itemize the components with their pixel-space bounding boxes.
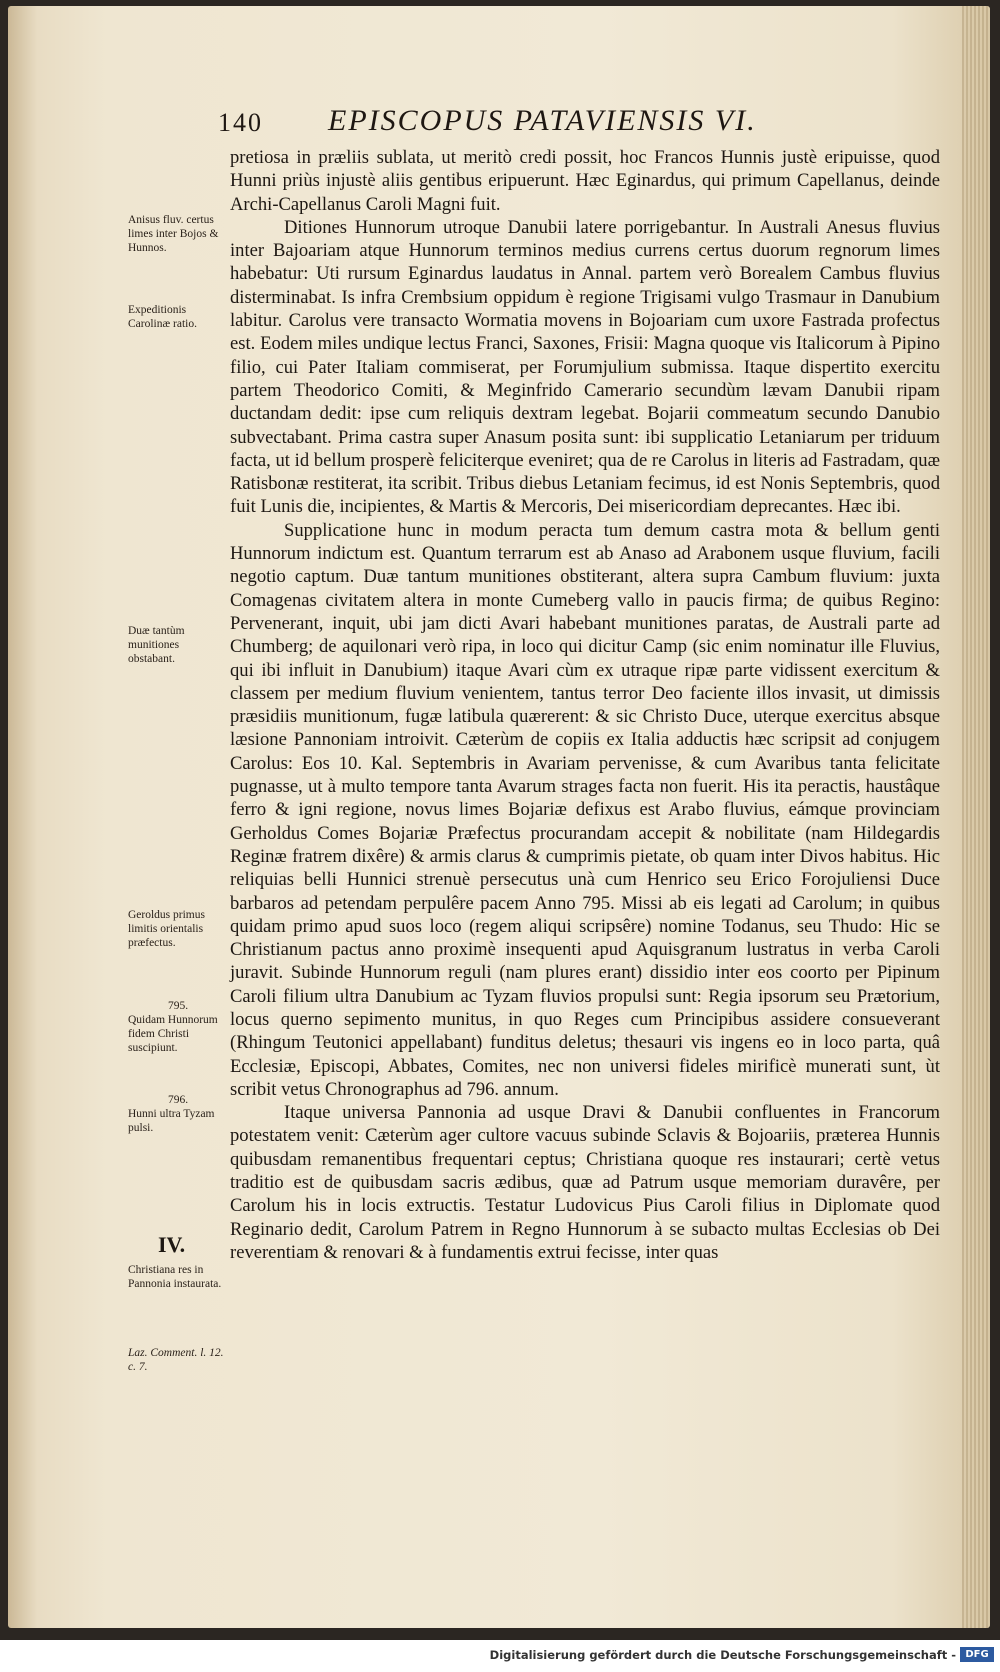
paragraph: Ditiones Hunnorum utroque Danubii latere porrigebantur. In Australi Anesus fluvius inter Bajoariam atque Hunnorum terminos medius currens certus duorum regnorum limes habebatur: Uti rursum Eginardus laudatus in Annal. partem verò Borealem Cambus fluvius disterminabat. Is infra Crembsium oppidum è regione Trigisami vulgo Trasmaur in Danubium labitur. Carolus vere transacto Wormatia movens in Bojoariam cum uxore Fastrada profectus est. Eodem miles undique lectus Franci, Saxones, Frisii: Magna quoque vis Italicorum à Pipino filio, cui Pater Italiam commiserat, per Forumjulium submissa. Itaque dispertito exercitu partem Theodorico Comiti, & Meginfrido Camerario secundùm lævam Danubii ripam ductandam dedit: ipse cum reliquis dextram legebat. Bojarii commeatum secundo Danubio subvectabant. Prima castra super Anasum posita sunt: ibi supplicatio Letaniarum per triduum facta, ut id bellum prosperè feliciterque eveniret; qua de re Carolus in literis ad Fastradam, quæ Ratisbonæ restiterat, ita scribit. Tribus diebus Letaniam fecimus, id est Nonis Septembris, quod fuit Lunis die, incipientes, & Martis & Mercoris, Dei misericordiam deprecantes. Hæc ibi. xyxy=(230,216,940,518)
book-page xyxy=(8,6,990,1628)
margin-citation: Laz. Comment. l. 12. c. 7. xyxy=(128,1347,224,1373)
margin-year: 795. xyxy=(167,1000,189,1012)
page-number: 140 xyxy=(218,108,263,137)
paragraph: pretiosa in præliis sublata, ut meritò credi possit, hoc Francos Hunnis justè eripuisse, quod Hunni priùs injustè aliis gentibus eripuerunt. Hæc Eginardus, qui primum Capellanus, deinde Archi-Capellanus Caroli Magni fuit. xyxy=(230,147,940,215)
margin-note: Duæ tantùm munitiones obstabant. xyxy=(128,625,185,665)
margin-year: 796. xyxy=(167,1094,189,1106)
footer-bar xyxy=(0,1640,1000,1672)
margin-note-text: Quidam Hunnorum fidem Christi suscipiunt. xyxy=(128,1014,218,1054)
section-number: IV. xyxy=(158,1232,186,1257)
margin-note-text: Hunni ultra Tyzam pulsi. xyxy=(128,1108,215,1134)
page-header xyxy=(218,104,918,144)
running-title: EPISCOPUS PATAVIENSIS VI. xyxy=(328,104,757,137)
margin-note: Anisus fluv. certus limes inter Bojos & Hunnos. xyxy=(128,214,219,254)
margin-note: Expeditionis Carolinæ ratio. xyxy=(128,304,197,330)
paragraph: Supplicatione hunc in modum peracta tum demum castra mota & bellum genti Hunnorum indictum est. Quantum terrarum est ab Anaso ad Arabonem usque fluvium, facili negotio captum. Duæ tantum munitiones obstiterant, altera supra Cambum fluvium: juxta Comagenas civitatem altera in monte Cumeberg vallo in paucis firma; de quibus Regino: Pervenerant, inquit, ubi jam dicti Avari habebant munitiones paratas, de Australi parte ad Chumberg; de aquilonari verò ripa, in loco qui dicitur Camp (sic enim nominatur ille Fluvius, qui ibi influit in Danubium) itaque Avari cùm ex utraque ripæ parte vidissent exercitum & classem per medium fluvium venientem, tantus terror Deo faciente illos invasit, ut dimissis præsidiis munitionum, fugæ latibula quærerent: & sic Christo Duce, uterque exercitus absque læsione Pannoniam introivit. Cæterùm de copiis ex Italia adductis hæc scripsit ad conjugem Carolus: Eos 10. Kal. Septembris in Avariam pervenisse, & cum Avaribus tanta felicitate pugnasse, ut à multo tempore tanta Avarum strages facta non fuerit. His ita peractis, haustâque ferro & igni regione, novus limes Bojariæ defixus est Arabo fluvius, eámque provinciam Gerholdus Comes Bojariæ Præfectus procurandam accepit & nobilitate (nam Hildegardis Reginæ fratrem dixêre) & armis clarus & cumprimis pietate, ob quam inter Divos habitus. Hic reliquias belli Hunnici strenuè persecutus unà cum Henrico seu Erico Forojuliensi Duce barbaros ad petendam perpulêre pacem Anno 795. Missi ab eis legati ad Carolum; in quibus quidam primo apud suos loco (regem aliqui scripsêre) nomine Todanus, seu Thudo: Hic se Christianum pactus anno proximè insequenti apud Aquisgranum lustratus in verba Caroli juravit. Subinde Hunnorum reguli (nam plures erant) dissidio inter eos coorto per Pipinum Caroli filium ultra Danubium ac Tyzam fluvios propulsi sunt: Regia ipsorum seu Prætorium, locus querno sepimento munitus, in quo Reges cum Principibus assidere consueverant (Rhingum Teutonici appellabant) funditus deletus; thesauri vis ingens eo in loco parta, quâ Ecclesiæ, Episcopi, Abbates, Comites, nec non universi fideles mirificè munerati sunt, ùt scribit vetus Chronographus ad 796. annum. xyxy=(230,519,940,1100)
margin-note: Geroldus primus limitis orientalis præfectus. xyxy=(128,909,205,949)
funding-credit: Digitalisierung gefördert durch die Deutsche Forschungsgemeinschaft - xyxy=(489,1648,956,1662)
paragraph: Itaque universa Pannonia ad usque Dravi & Danubii confluentes in Francorum potestatem venit: Cæterùm ager cultore vacuus subinde Sclavis & Bojoariis, præterea Hunnis quibusdam remanentibus frequentari ceptus; Christiana quoque res instaurari; certè vetus traditio est de quibusdam sacris ædibus, quæ ad Patrum usque memoriam duravêre, per Carolum his in locis extructis. Testatur Ludovicus Pius Caroli filius in Diplomate quod Reginario dedit, Carolum Patrem in Regno Hunnorum à se subacto multas Ecclesias ob Dei reverentiam & renovari & à fundamentis extrui fecisse, inter quas xyxy=(230,1102,940,1263)
page-edge xyxy=(962,6,990,1628)
margin-note: Christiana res in Pannonia instaurata. xyxy=(128,1264,222,1290)
dfg-logo: DFG xyxy=(960,1647,994,1662)
body-text xyxy=(230,146,940,1264)
margin-note xyxy=(128,999,228,1055)
margin-note xyxy=(128,1093,228,1135)
